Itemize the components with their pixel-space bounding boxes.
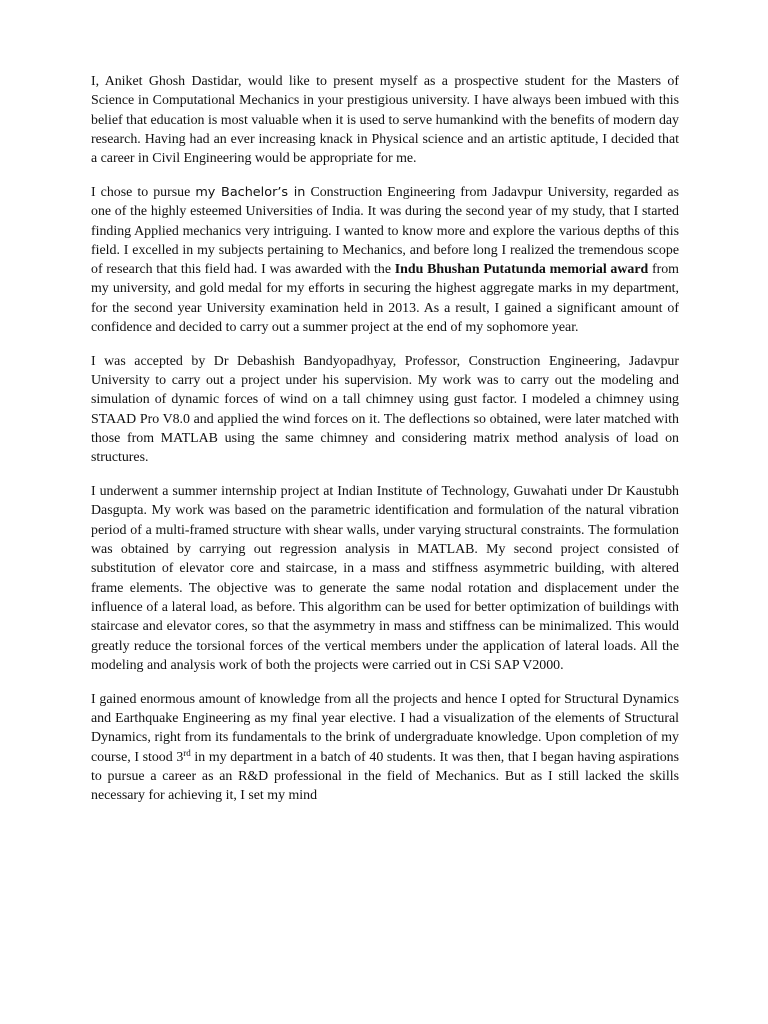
paragraph-bachelors-text-3: Construction Engineering from Jadavpur University, regarded as one of the highly esteemed Universities of India. It was during the second year of my study, that I started finding Applied mechanics very intriguing. I wanted to know more and explore the various depths of this field. I excelled in my subjects pertaining to Mechanics, and before long I realized the tremendous scope of research that this field had. I was awarded with the (91, 184, 679, 278)
paragraph-chimney-project: I was accepted by Dr Debashish Bandyopadhyay, Professor, Construction Engineering, Jadavpur University to carry out a project under his supervision. My work was to carry out the modeling and simulation of dynamic forces of wind on a tall chimney using gust factor. I modeled a chimney using STAAD Pro V8.0 and applied the wind forces on it. The deflections so obtained, were later matched with those from MATLAB using the same chimney and considering matrix method analysis of load on structures. (91, 353, 679, 466)
document-page (91, 72, 679, 805)
paragraph-bachelors (91, 183, 679, 337)
rank-superscript: rd (183, 747, 191, 758)
award-name: Indu Bhushan Putatunda memorial award (394, 262, 649, 278)
paragraph-dynamics-text-2: in my department in a batch of 40 students. It was then, that I began having aspirations to pursue a career as an R&D professional in the field of Mechanics. But as I still lacked the skills necessary for achieving it, I set my mind (91, 749, 679, 804)
paragraph-intro: I, Aniket Ghosh Dastidar, would like to present myself as a prospective student for the Masters of Science in Computational Mechanics in your prestigious university. I have always been imbued with this belief that education is most valuable when it is used to serve humankind with the benefits of modern day research. Having had an ever increasing knack in Physical science and an artistic aptitude, I decided that a career in Civil Engineering would be appropriate for me. (91, 74, 679, 167)
paragraph-bachelors-text-2: my Bachelor’s in (195, 184, 306, 200)
paragraph-bachelors-text-1: I chose to pursue (91, 184, 196, 200)
paragraph-dynamics-text-1: I gained enormous amount of knowledge from all the projects and hence I opted for Structural Dynamics and Earthquake Engineering as my final year elective. I had a visualization of the elements of Structural Dynamics, right from its fundamentals to the brink of undergraduate knowledge. Upon completion of my course, I stood 3 (91, 691, 679, 765)
paragraph-internship: I underwent a summer internship project at Indian Institute of Technology, Guwahati under Dr Kaustubh Dasgupta. My work was based on the parametric identification and formulation of the natural vibration period of a multi-framed structure with shear walls, under varying structural constraints. The formulation was obtained by carrying out regression analysis in MATLAB. My second project consisted of substitution of elevator core and staircase, in a mass and stiffness asymmetric building, with altered frame elements. The objective was to generate the same nodal rotation and displacement under the influence of a lateral load, as before. This algorithm can be used for better optimization of buildings with staircase and elevator cores, so that the asymmetry in mass and stiffness can be minimalized. This would greatly reduce the torsional forces of the vertical members under the application of lateral loads. All the modeling and analysis work of both the projects were carried out in CSi SAP V2000. (91, 484, 679, 673)
paragraph-structural-dynamics (91, 690, 679, 806)
paragraph-bachelors-text-4: from my university, and gold medal for my efforts in securing the highest aggregate marks in my department, for the second year University examination held in 2013. As a result, I gained a significant amount of confidence and decided to carry out a summer project at the end of my sophomore year. (91, 262, 679, 336)
